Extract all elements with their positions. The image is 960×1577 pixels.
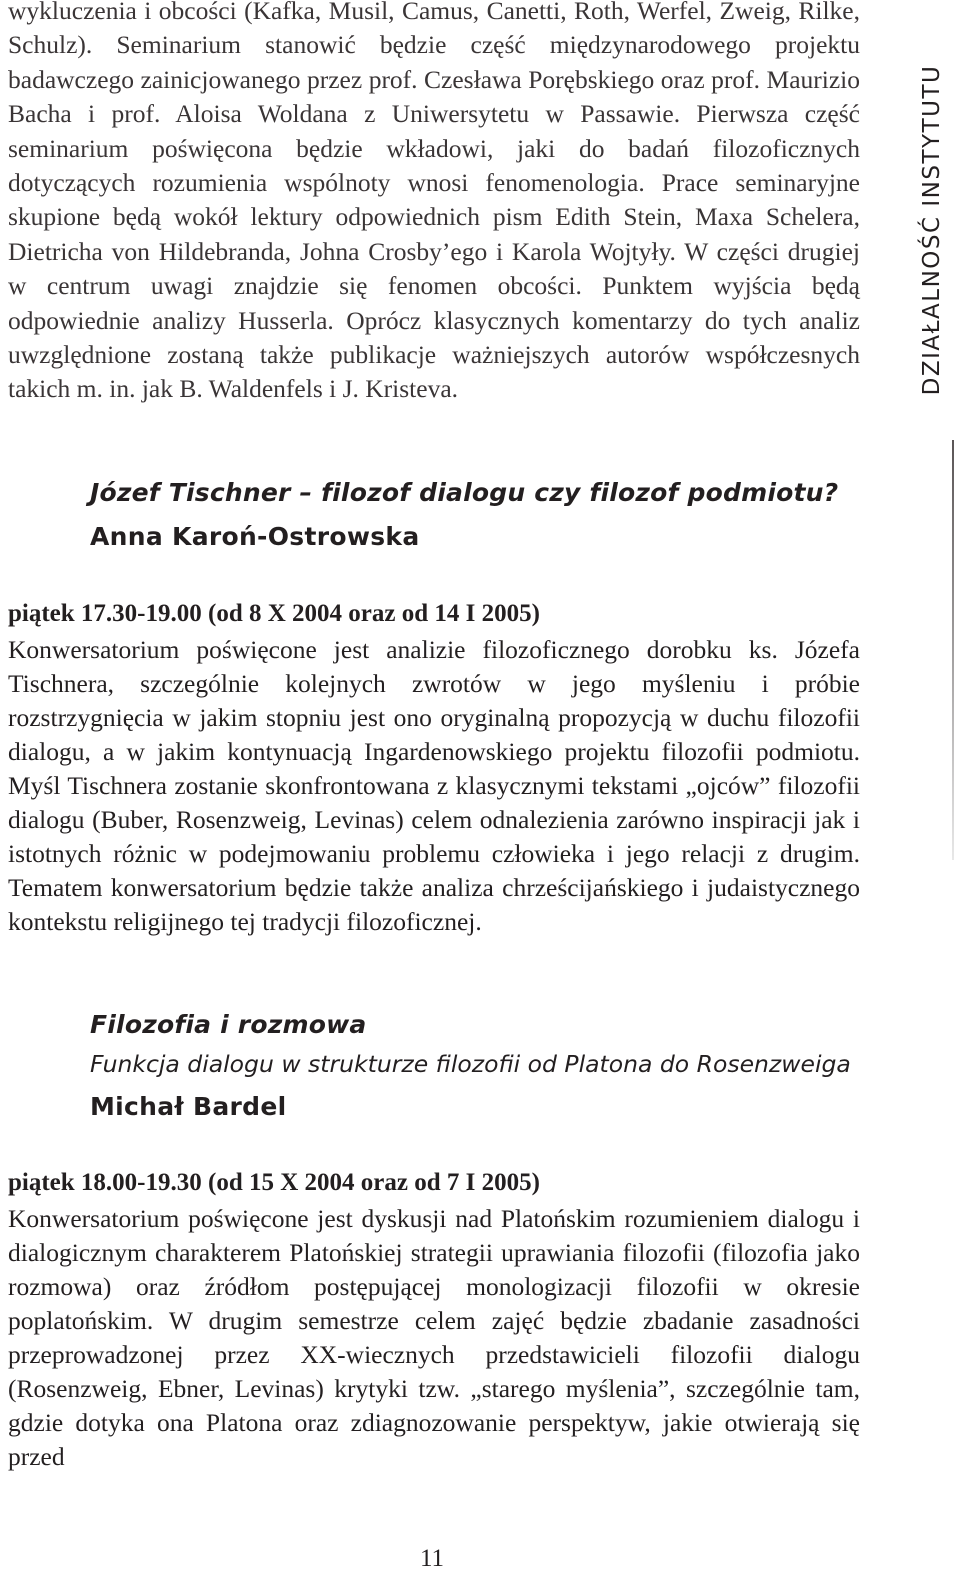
- section1-schedule: piątek 17.30-19.00 (od 8 X 2004 oraz od 14 I 2005): [8, 600, 540, 627]
- section2-body: Konwersatorium poświęcone jest dyskusji nad Platońskim rozumieniem dialogu i dialogicznym charakterem Platońskiej strategii uprawiania filozofii (filozofia jako rozmowa) oraz źródłom postępującej monologizacji filozofii w okresie poplatońskim. W drugim semestrze celem zajęć będzie zbadanie zasadności przeprowadzonej przez XX-wiecznych przedstawicieli filozofii dialogu (Rosenzweig, Ebner, Levinas) krytyki tzw. „starego myślenia”, szczególnie tam, gdzie dotyka ona Platona oraz zdiagnozowanie perspektyw, jakie otwierają się przed: [8, 1204, 860, 1471]
- section2-subtitle: Funkcja dialogu w strukturze filozofii od Platona do Rosenzweiga: [90, 1050, 851, 1078]
- section1-title: Józef Tischner – filozof dialogu czy filozof podmiotu?: [90, 478, 839, 507]
- section2-schedule: piątek 18.00-19.30 (od 15 X 2004 oraz od 7 I 2005): [8, 1169, 540, 1196]
- page-number: 11: [419, 1545, 445, 1572]
- section1-author: Anna Karoń-Ostrowska: [90, 522, 420, 551]
- section2-author: Michał Bardel: [90, 1092, 287, 1121]
- section1-body: Konwersatorium poświęcone jest analizie filozoficznego dorobku ks. Józefa Tischnera, szczególnie kolejnych zwrotów w jego myśleniu i próbie rozstrzygnięcia w jakim stopniu jest ono oryginalną propozycją w duchu filozofii dialogu, a w jakim kontynuacją Ingardenowskiego projektu filozofii podmiotu. Myśl Tischnera zostanie skonfrontowana z klasycznymi tekstami „ojców” filozofii dialogu (Buber, Rosenzweig, Levinas) celem odnalezienia zarówno inspiracji jak i istotnych różnic w podejmowaniu problemu człowieka i jego relacji z drugim. Tematem konwersatorium będzie także analiza chrześcijańskiego i judaistycznego kontekstu religijnego tej tradycji filozoficznej.: [8, 635, 860, 936]
- intro-paragraph: wykluczenia i obcości (Kafka, Musil, Camus, Canetti, Roth, Werfel, Zweig, Rilke, Schulz). Seminarium stanowić będzie część międzynarodowego projektu badawczego zainicjowanego przez prof. Czesława Porębskiego oraz prof. Maurizio Bacha i prof. Aloisa Woldana z Uniwersytetu w Passawie. Pierwsza część seminarium poświęcona będzie wkładowi, jaki do badań filozoficznych dotyczących rozumienia wspólnoty wnosi fenomenologia. Prace seminaryjne skupione będą wokół lektury odpowiednich pism Edith Stein, Maxa Schelera, Dietricha von Hildebranda, Johna Crosby’ego i Karola Wojtyły. W części drugiej w centrum uwagi znajdzie się fenomen obcości. Punktem wyjścia będą odpowiednie analizy Husserla. Oprócz klasycznych komentarzy do tych analiz uwzględnione zostaną także publikacje ważniejszych autorów współczesnych takich m. in. jak B. Waldenfels i J. Kristeva.: [8, 0, 860, 404]
- side-label: DZIAŁALNOŚĆ INSTYTUTU: [919, 64, 945, 396]
- side-rule: [952, 440, 954, 860]
- section2-title: Filozofia i rozmowa: [90, 1010, 367, 1039]
